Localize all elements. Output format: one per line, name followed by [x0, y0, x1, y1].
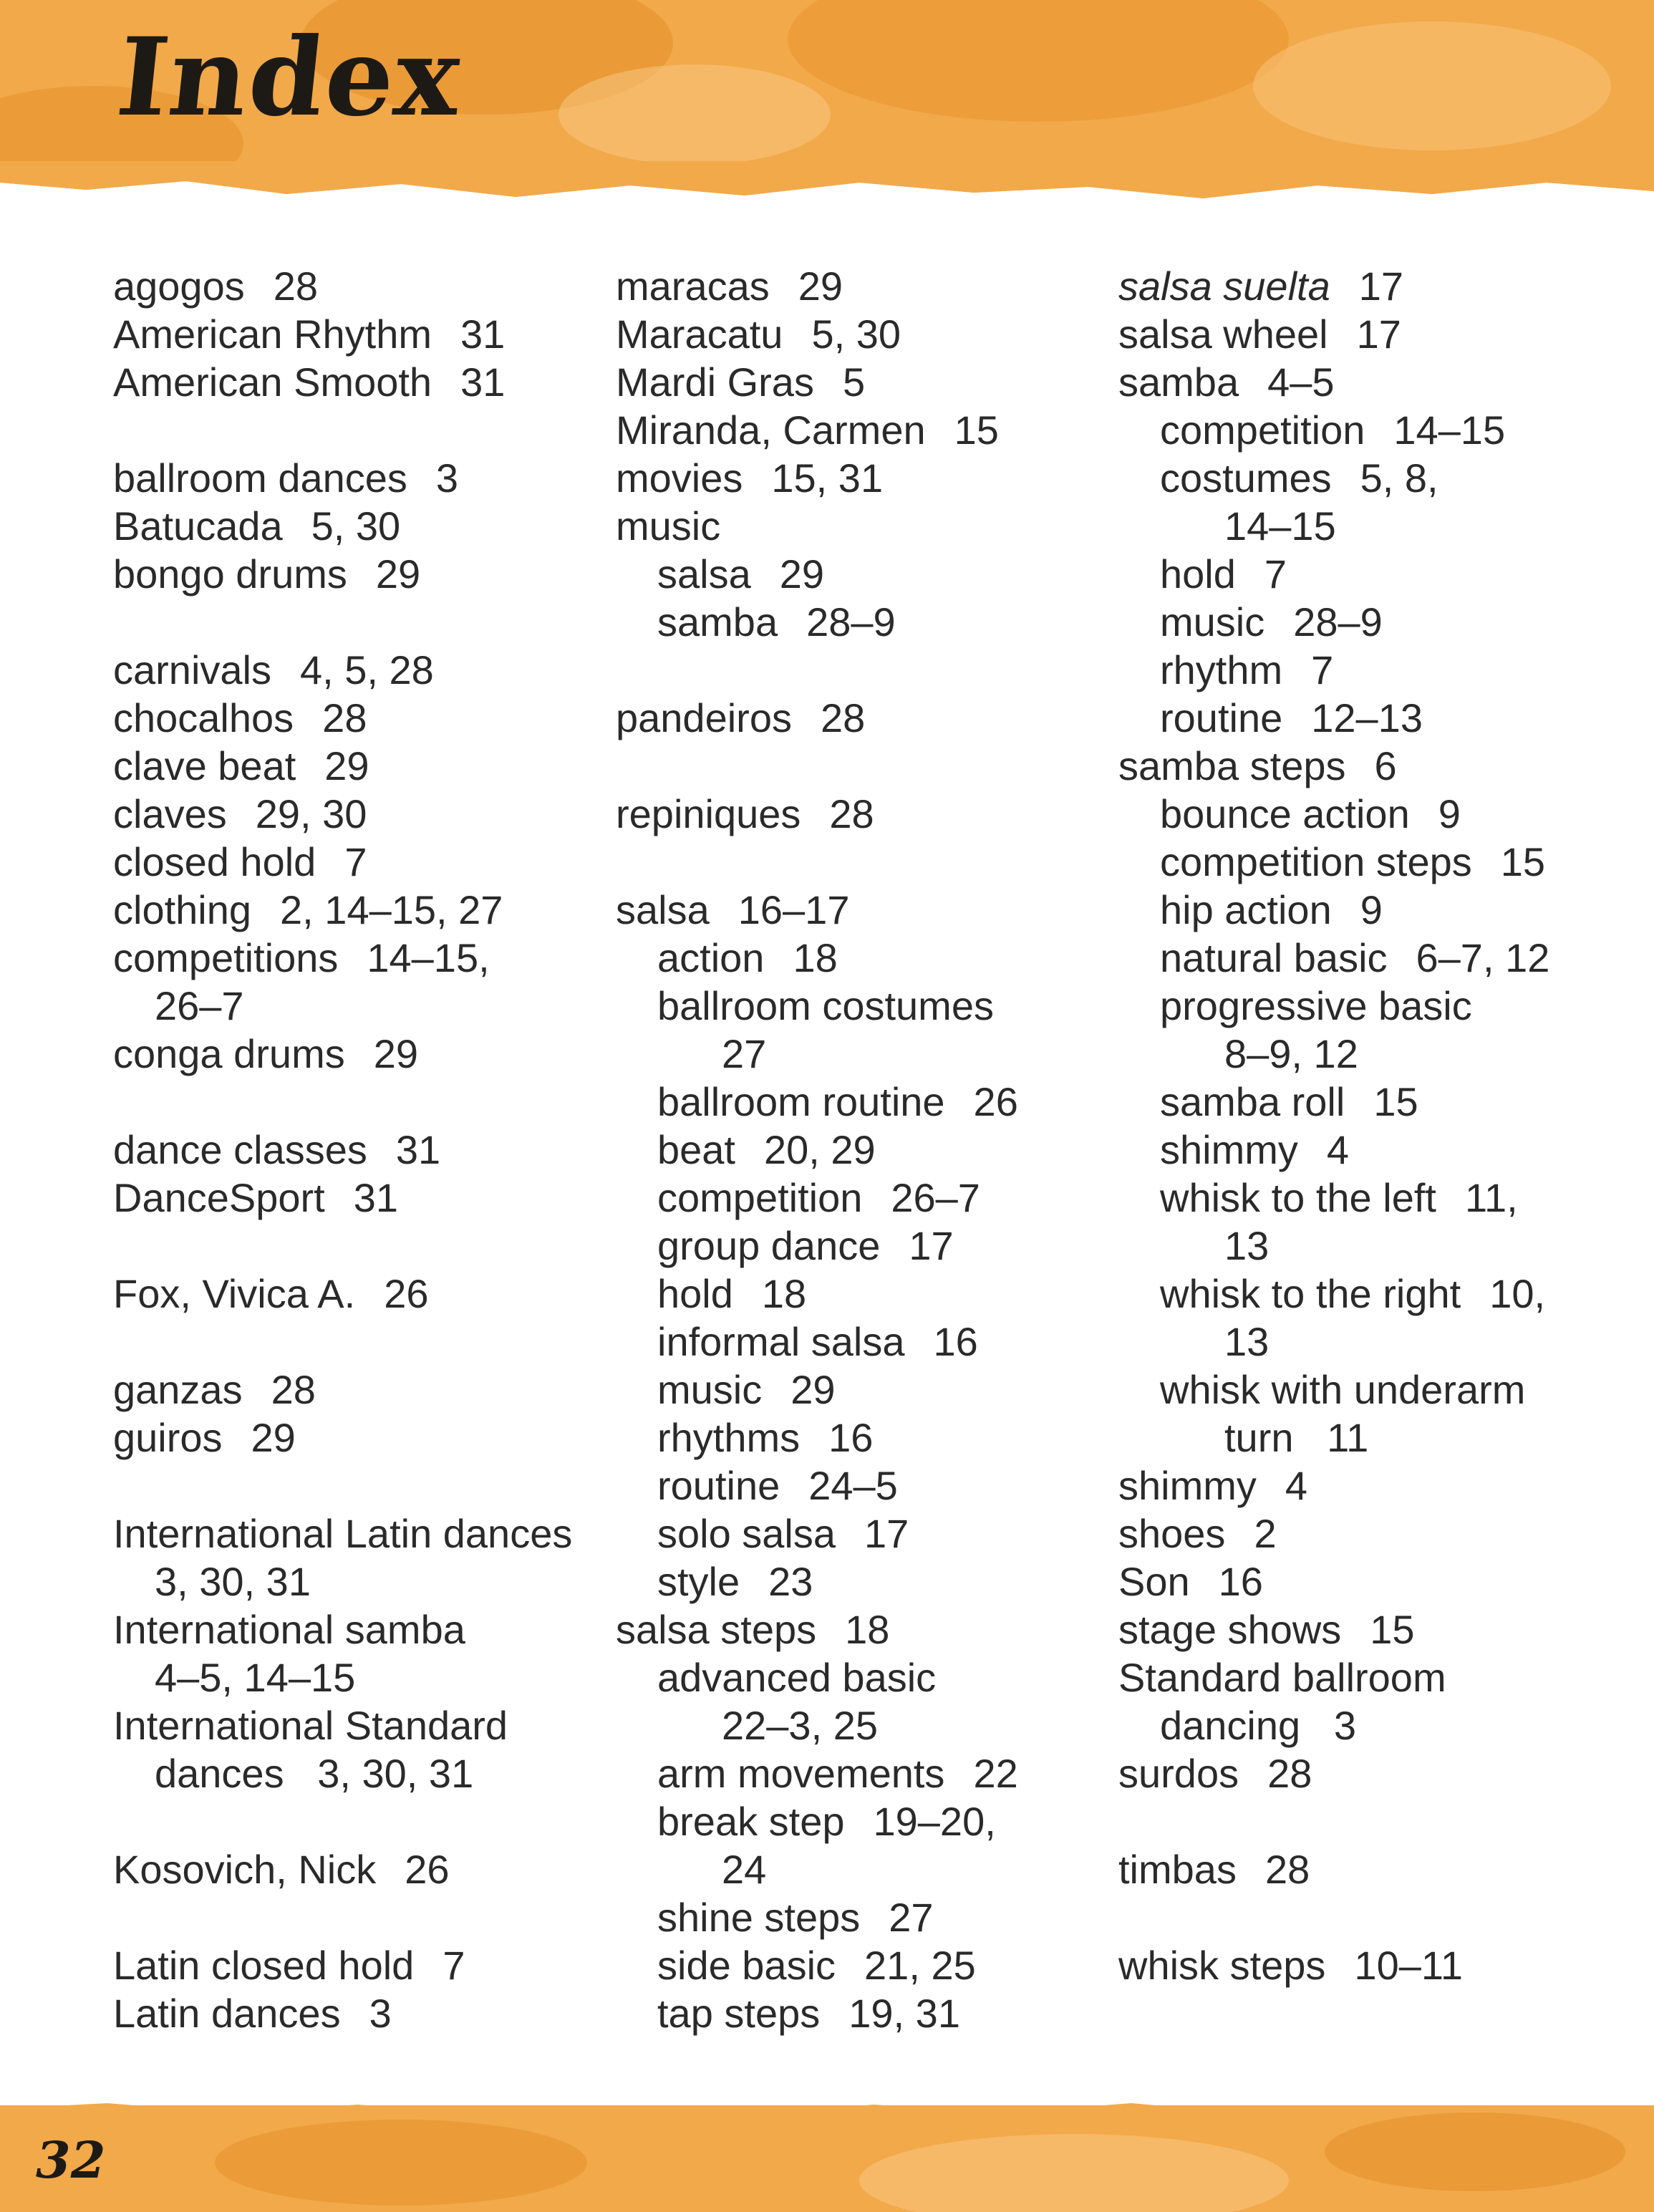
index-page-refs: 4, 5, 28	[299, 647, 434, 692]
index-subentry	[616, 1318, 1103, 1366]
index-subentry	[1118, 1366, 1620, 1414]
index-term: DanceSport	[113, 1175, 325, 1220]
index-subentry	[616, 1749, 1103, 1797]
index-page-refs: 26	[384, 1271, 429, 1316]
index-page-refs: 17	[1356, 311, 1401, 357]
index-term: whisk to the right	[1160, 1271, 1461, 1316]
index-subentry	[1118, 1270, 1620, 1318]
index-page-refs: 20, 29	[764, 1127, 876, 1172]
index-page-refs: 3	[369, 1991, 392, 2036]
index-term: guiros	[113, 1415, 223, 1460]
index-page-refs: 7	[1264, 551, 1287, 597]
header-torn-edge	[0, 161, 1654, 240]
index-entry	[1118, 1941, 1620, 1989]
index-entry	[616, 310, 1103, 358]
index-subentry	[616, 1557, 1103, 1605]
index-term: shoes	[1118, 1511, 1226, 1556]
index-subentry	[616, 934, 1103, 982]
index-term: solo salsa	[657, 1511, 836, 1556]
index-entry	[113, 1989, 600, 2037]
index-term: bongo drums	[113, 551, 347, 597]
index-entry	[1118, 310, 1620, 358]
index-term: costumes	[1160, 455, 1332, 501]
index-page-refs: 29, 30	[255, 791, 367, 836]
index-entry-continuation: 14–15	[1224, 503, 1336, 549]
index-entry	[616, 406, 1103, 454]
index-term: routine	[1160, 695, 1283, 740]
index-term: samba steps	[1118, 743, 1346, 788]
index-term: conga drums	[113, 1031, 345, 1076]
index-term: maracas	[616, 264, 770, 309]
index-page-refs: 19–20,	[873, 1799, 996, 1844]
index-term: competitions	[113, 935, 339, 980]
index-term: ballroom costumes	[657, 983, 994, 1028]
index-page-refs: 11,	[1464, 1175, 1518, 1220]
index-term: International Standard	[113, 1703, 508, 1748]
index-page-refs: 3	[435, 455, 459, 501]
index-page-refs: 7	[344, 839, 367, 884]
index-subentry	[616, 1989, 1103, 2037]
index-entry	[616, 358, 1103, 406]
index-page-refs: 15	[1373, 1079, 1418, 1124]
index-entry	[1118, 742, 1620, 790]
index-page-refs: 6	[1374, 743, 1397, 788]
index-column-1	[113, 262, 600, 2037]
index-term: music	[616, 503, 721, 549]
index-term: beat	[657, 1127, 735, 1172]
index-term: International Latin dances	[113, 1511, 573, 1556]
index-page-refs: 16	[1218, 1559, 1263, 1604]
index-letter-gap	[113, 1893, 600, 1941]
index-letter-gap	[113, 406, 600, 454]
index-entry	[1118, 1510, 1620, 1557]
index-page-refs: 29	[324, 743, 369, 788]
index-entry	[113, 1414, 600, 1462]
index-subentry	[1118, 1174, 1620, 1222]
index-page-refs: 31	[353, 1175, 399, 1220]
index-term: break step	[657, 1799, 845, 1844]
index-page-refs: 17	[864, 1511, 909, 1556]
index-subentry	[1118, 790, 1620, 838]
index-subentry	[616, 1510, 1103, 1557]
index-term: American Rhythm	[113, 311, 432, 357]
index-term: style	[657, 1559, 740, 1604]
index-entry	[113, 934, 600, 982]
index-page-refs: 22	[973, 1751, 1018, 1796]
index-entry	[1118, 1557, 1620, 1605]
index-page-refs: 24–5	[808, 1463, 898, 1508]
index-letter-gap	[113, 1078, 600, 1126]
index-entry	[1118, 1462, 1620, 1510]
index-subentry	[1118, 1126, 1620, 1174]
index-page-refs: 4	[1285, 1463, 1308, 1508]
index-term: progressive basic	[1160, 983, 1472, 1028]
index-subentry	[1118, 886, 1620, 934]
index-term: arm movements	[657, 1751, 945, 1796]
index-term: repiniques	[616, 791, 801, 836]
index-subentry	[616, 1270, 1103, 1318]
index-term: rhythm	[1160, 647, 1283, 692]
index-subentry	[616, 1366, 1103, 1414]
index-subentry	[1118, 982, 1620, 1030]
index-term: competition	[657, 1175, 863, 1220]
index-page-refs: 23	[768, 1559, 813, 1604]
index-entry	[1118, 1605, 1620, 1653]
index-page-refs: 28–9	[806, 599, 896, 644]
index-entry	[113, 1605, 600, 1653]
index-term: samba roll	[1160, 1079, 1345, 1124]
index-letter-gap	[113, 598, 600, 646]
index-page-refs: 31	[460, 311, 506, 357]
index-subentry	[616, 1653, 1103, 1701]
index-subentry	[616, 1462, 1103, 1510]
index-page-refs: 5, 8,	[1360, 455, 1438, 501]
index-term: competition	[1160, 407, 1365, 453]
index-subentry	[1118, 454, 1620, 502]
index-term: competition steps	[1160, 839, 1472, 884]
index-term: clave beat	[113, 743, 296, 788]
index-term: Standard ballroom	[1118, 1655, 1446, 1700]
index-page-refs: 17	[909, 1223, 954, 1268]
index-subentry	[616, 982, 1103, 1030]
index-letter-gap	[616, 742, 1103, 790]
index-entry	[113, 454, 600, 502]
index-entry-continuation: turn 11	[1224, 1415, 1369, 1460]
index-page-refs: 28	[322, 695, 367, 740]
index-page-refs: 15	[954, 407, 999, 453]
index-entry	[113, 310, 600, 358]
index-page-refs: 4–5	[1267, 359, 1335, 405]
index-page-refs: 4	[1326, 1127, 1350, 1172]
index-term: Batucada	[113, 503, 283, 549]
index-page-refs: 14–15	[1393, 407, 1506, 453]
index-page-refs: 26–7	[891, 1175, 980, 1220]
index-letter-gap	[1118, 1797, 1620, 1845]
index-subentry	[616, 1126, 1103, 1174]
index-page-refs: 16	[828, 1415, 874, 1460]
index-term: claves	[113, 791, 227, 836]
index-page-refs: 29	[375, 551, 421, 597]
footer-band	[0, 2105, 1654, 2212]
index-entry	[616, 694, 1103, 742]
index-term: bounce action	[1160, 791, 1410, 836]
index-subentry	[1118, 406, 1620, 454]
index-page-refs: 10–11	[1354, 1943, 1464, 1988]
index-term: rhythms	[657, 1415, 801, 1460]
index-term: Latin dances	[113, 1991, 341, 2036]
index-term: Kosovich, Nick	[113, 1847, 377, 1892]
index-term: Latin closed hold	[113, 1943, 415, 1988]
index-entry	[1118, 1749, 1620, 1797]
index-page-refs: 28–9	[1293, 599, 1383, 644]
index-subentry	[1118, 838, 1620, 886]
index-subentry	[616, 598, 1103, 646]
index-subentry	[1118, 550, 1620, 598]
index-page-refs: 12–13	[1311, 695, 1423, 740]
index-term: clothing	[113, 887, 252, 932]
index-subentry	[616, 550, 1103, 598]
page-number: 32	[36, 2130, 106, 2190]
index-term: tap steps	[657, 1991, 821, 2036]
index-term: ballroom routine	[657, 1079, 945, 1124]
index-letter-gap	[616, 838, 1103, 886]
index-subentry	[1118, 934, 1620, 982]
index-term: whisk steps	[1118, 1943, 1326, 1988]
index-letter-gap	[113, 1462, 600, 1510]
index-entry	[616, 454, 1103, 502]
index-subentry	[1118, 598, 1620, 646]
index-column-3	[1118, 262, 1620, 1989]
index-page-refs: 2, 14–15, 27	[280, 887, 503, 932]
index-entry	[616, 502, 1103, 550]
index-page-refs: 10,	[1489, 1271, 1546, 1316]
index-entry	[113, 1701, 600, 1749]
index-entry	[113, 502, 600, 550]
index-term: natural basic	[1160, 935, 1388, 980]
index-page-refs: 29	[373, 1031, 419, 1076]
index-subentry	[616, 1893, 1103, 1941]
index-entry	[113, 790, 600, 838]
index-subentry	[1118, 646, 1620, 694]
index-entry	[1118, 262, 1620, 310]
index-term: shine steps	[657, 1895, 861, 1940]
index-entry	[113, 1366, 600, 1414]
index-term: salsa suelta	[1118, 264, 1330, 309]
index-term: salsa wheel	[1118, 311, 1328, 357]
index-page-refs: 18	[793, 935, 838, 980]
index-term: samba	[1118, 359, 1239, 405]
index-page-refs: 14–15,	[367, 935, 490, 980]
index-term: movies	[616, 455, 743, 501]
index-page-refs: 26	[405, 1847, 450, 1892]
index-entry	[113, 550, 600, 598]
index-entry	[113, 694, 600, 742]
index-page-refs: 5, 30	[811, 311, 901, 357]
index-term: chocalhos	[113, 695, 294, 740]
index-page-refs: 15, 31	[771, 455, 884, 501]
index-entry-continuation: 3, 30, 31	[155, 1559, 311, 1604]
index-term: ganzas	[113, 1367, 243, 1412]
index-term: salsa steps	[616, 1607, 817, 1652]
index-page-refs: 28	[829, 791, 874, 836]
index-page-refs: 28	[273, 264, 319, 309]
index-term: shimmy	[1118, 1463, 1257, 1508]
index-page-refs: 29	[779, 551, 825, 597]
index-term: hold	[657, 1271, 733, 1316]
index-term: Mardi Gras	[616, 359, 814, 405]
index-subentry	[616, 1222, 1103, 1270]
index-term: pandeiros	[616, 695, 792, 740]
index-page-refs: 19, 31	[848, 1991, 960, 2036]
index-entry-continuation: 4–5, 14–15	[155, 1655, 356, 1700]
index-page-refs: 5, 30	[311, 503, 401, 549]
index-term: surdos	[1118, 1751, 1239, 1796]
index-subentry	[616, 1078, 1103, 1126]
index-term: agogos	[113, 264, 245, 309]
index-page-refs: 26	[973, 1079, 1018, 1124]
index-entry	[113, 1174, 600, 1222]
index-subentry	[616, 1174, 1103, 1222]
index-entry-continuation: dances 3, 30, 31	[155, 1751, 474, 1796]
index-page-refs: 28	[271, 1367, 316, 1412]
index-page-refs: 5	[842, 359, 866, 405]
index-entry-continuation: 27	[722, 1031, 767, 1076]
index-page-refs: 27	[889, 1895, 934, 1940]
index-term: routine	[657, 1463, 780, 1508]
index-entry	[113, 358, 600, 406]
index-entry	[113, 1030, 600, 1078]
index-page-refs: 7	[1311, 647, 1334, 692]
index-letter-gap	[616, 646, 1103, 694]
index-entry	[113, 1126, 600, 1174]
index-page-refs: 2	[1254, 1511, 1277, 1556]
index-term: salsa	[616, 887, 710, 932]
index-page-refs: 18	[761, 1271, 807, 1316]
index-page-refs: 18	[845, 1607, 890, 1652]
index-term: music	[657, 1367, 763, 1412]
index-term: samba	[657, 599, 778, 644]
index-page-refs: 16	[933, 1319, 978, 1364]
index-entry	[1118, 358, 1620, 406]
index-entry-continuation: 13	[1224, 1223, 1269, 1268]
index-term: Son	[1118, 1559, 1190, 1604]
index-entry	[113, 1845, 600, 1893]
index-entry-continuation: 24	[722, 1847, 767, 1892]
index-page-refs: 7	[442, 1943, 465, 1988]
index-page-refs: 29	[251, 1415, 296, 1460]
index-entry	[113, 1510, 600, 1557]
index-letter-gap	[113, 1222, 600, 1270]
index-term: Miranda, Carmen	[616, 407, 926, 453]
index-entry-continuation: dancing 3	[1160, 1703, 1356, 1748]
index-entry	[113, 262, 600, 310]
index-page-refs: 6–7, 12	[1416, 935, 1550, 980]
index-term: Fox, Vivica A.	[113, 1271, 356, 1316]
index-term: carnivals	[113, 647, 271, 692]
index-entry	[616, 262, 1103, 310]
index-letter-gap	[113, 1797, 600, 1845]
index-term: advanced basic	[657, 1655, 937, 1700]
index-term: closed hold	[113, 839, 316, 884]
index-entry	[1118, 1845, 1620, 1893]
index-term: shimmy	[1160, 1127, 1298, 1172]
index-page-refs: 15	[1500, 839, 1546, 884]
index-entry	[113, 838, 600, 886]
index-subentry	[1118, 694, 1620, 742]
index-subentry	[616, 1797, 1103, 1845]
index-page-refs: 28	[1264, 1847, 1310, 1892]
index-entry	[113, 886, 600, 934]
index-page-refs: 9	[1438, 791, 1461, 836]
index-term: whisk with underarm	[1160, 1367, 1526, 1412]
index-entry	[616, 790, 1103, 838]
index-term: stage shows	[1118, 1607, 1342, 1652]
index-page-refs: 17	[1358, 264, 1404, 309]
index-entry-continuation: 26–7	[155, 983, 244, 1028]
index-entry-continuation: 13	[1224, 1319, 1269, 1364]
index-page-refs: 31	[460, 359, 506, 405]
index-page-refs: 28	[1267, 1751, 1312, 1796]
index-entry	[616, 1605, 1103, 1653]
index-subentry	[1118, 1078, 1620, 1126]
index-term: whisk to the left	[1160, 1175, 1436, 1220]
index-entry	[113, 1941, 600, 1989]
index-term: side basic	[657, 1943, 836, 1988]
index-term: hip action	[1160, 887, 1332, 932]
index-page-refs: 15	[1370, 1607, 1415, 1652]
index-entry	[1118, 1653, 1620, 1701]
index-page-refs: 28	[820, 695, 866, 740]
index-term: music	[1160, 599, 1265, 644]
index-term: group dance	[657, 1223, 881, 1268]
index-page-refs: 21, 25	[864, 1943, 976, 1988]
index-letter-gap	[113, 1318, 600, 1366]
index-entry	[616, 886, 1103, 934]
index-subentry	[616, 1941, 1103, 1989]
index-term: action	[657, 935, 765, 980]
index-page-refs: 31	[395, 1127, 441, 1172]
index-entry	[113, 646, 600, 694]
index-page-refs: 29	[790, 1367, 836, 1412]
index-entry-continuation: 8–9, 12	[1224, 1031, 1358, 1076]
index-term: informal salsa	[657, 1319, 905, 1364]
index-entry	[113, 1270, 600, 1318]
index-letter-gap	[1118, 1893, 1620, 1941]
index-entry	[113, 742, 600, 790]
index-term: ballroom dances	[113, 455, 407, 501]
index-entry-continuation: 22–3, 25	[722, 1703, 878, 1748]
index-term: salsa	[657, 551, 751, 597]
index-term: Maracatu	[616, 311, 783, 357]
index-term: timbas	[1118, 1847, 1237, 1892]
index-page-refs: 29	[798, 264, 843, 309]
page-title: Index	[111, 14, 468, 140]
index-page-refs: 16–17	[737, 887, 850, 932]
index-column-2	[616, 262, 1103, 2037]
index-subentry	[616, 1414, 1103, 1462]
index-page-refs: 9	[1360, 887, 1383, 932]
index-term: American Smooth	[113, 359, 432, 405]
index-term: dance classes	[113, 1127, 367, 1172]
index-term: hold	[1160, 551, 1236, 597]
index-term: International samba	[113, 1607, 465, 1652]
